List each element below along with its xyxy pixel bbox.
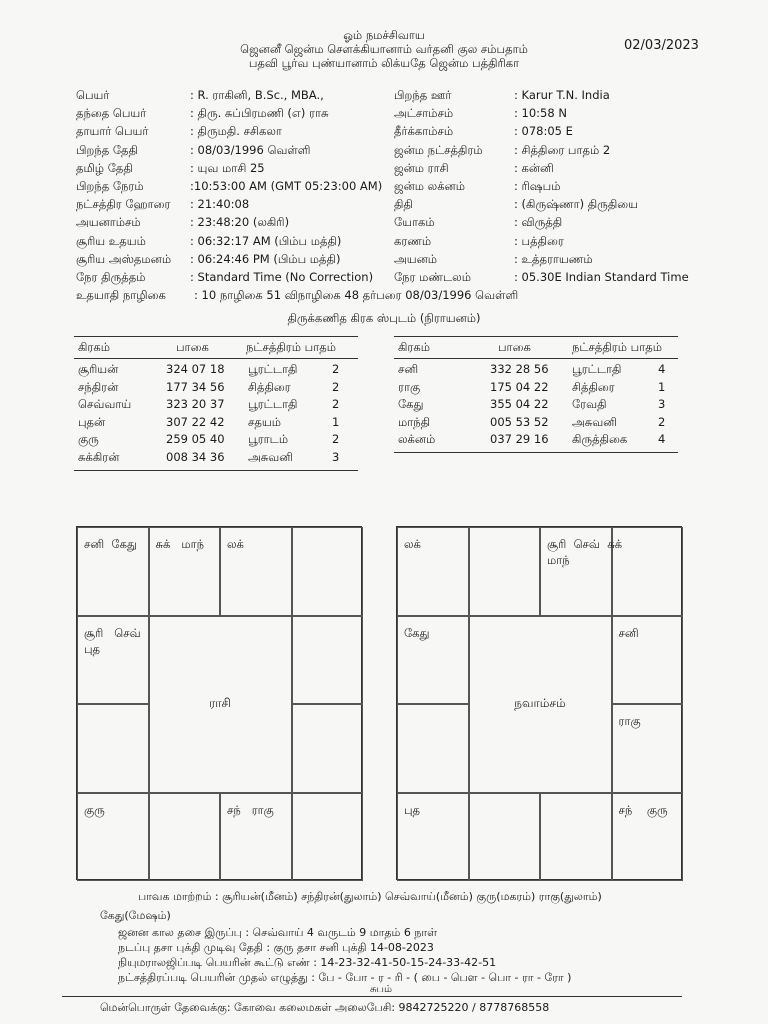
planet-star: சித்திரை: [248, 379, 291, 394]
udayadi-label: உதயாதி நாழிகை: [76, 288, 166, 302]
chart-house: [77, 616, 149, 705]
detail-label: அயனம்: [394, 251, 438, 266]
planet-name: சனி: [398, 362, 419, 376]
planet-row: [74, 362, 358, 379]
detail-row: [76, 215, 696, 233]
planet-star: பூரட்டாதி: [248, 397, 298, 411]
planet-name: சூரியன்: [78, 362, 119, 376]
chart-house: [540, 527, 623, 616]
chart-house: [397, 616, 469, 705]
planet-degree: 355 04 22: [490, 397, 549, 411]
detail-label: பிறந்த ஊர்: [394, 88, 452, 102]
chart-house: [292, 704, 364, 793]
planet-name: புதன்: [78, 414, 106, 429]
planet-name: லக்னம்: [398, 432, 436, 446]
planet-star: சதயம்: [248, 414, 281, 429]
chart-house: [469, 527, 541, 616]
planet-row: [74, 380, 358, 397]
house-planets: புத: [404, 802, 421, 817]
detail-value: : R. ராகினி, B.Sc., MBA.,: [190, 88, 324, 102]
software-credit: மென்பொருள் தேவைக்கு: கோவை கலைமகள் அலைபேசி: 9842725220 / 8778768558: [100, 1001, 550, 1014]
detail-value: :10:53:00 AM (GMT 05:23:00 AM): [190, 179, 383, 193]
detail-value: : 10:58 N: [514, 106, 567, 121]
planet-pada: 1: [332, 414, 340, 429]
chart-house: [149, 527, 221, 616]
chart-house: [612, 616, 684, 705]
detail-value: : கன்னி: [514, 160, 554, 175]
dasa-balance: ஜனன கால தசை இருப்பு : செவ்வாய் 4 வருடம் 9 மாதம் 6 நாள்: [118, 926, 438, 939]
chart-house: [612, 527, 684, 616]
footer-divider: [62, 996, 682, 997]
house-planets: சனி கேது: [84, 537, 137, 551]
planet-row: [394, 432, 678, 449]
col-graha: கிரகம்: [398, 340, 430, 354]
planet-row: [74, 432, 358, 449]
house-planets: ராகு: [618, 714, 641, 728]
detail-label: தாயார் பெயர்: [76, 124, 149, 139]
subam: சுபம்: [370, 984, 393, 995]
planet-star: அசுவனி: [248, 449, 294, 464]
planet-pada: 1: [658, 379, 666, 394]
detail-row: [76, 270, 696, 288]
detail-row: [76, 106, 696, 124]
planet-pada: 3: [332, 449, 340, 464]
planet-row: [394, 362, 678, 379]
planet-row: [394, 380, 678, 397]
chart-house: [397, 793, 469, 882]
planet-pada: 2: [332, 397, 340, 411]
planet-table-header: [394, 340, 678, 357]
house-planets: சந் குரு: [618, 802, 668, 817]
chart-house: [612, 793, 684, 882]
col-bhagai: பாகை: [176, 340, 209, 354]
house-planets: சந் ராகு: [227, 802, 274, 817]
col-bhagai: பாகை: [498, 340, 531, 354]
detail-row: [76, 124, 696, 142]
house-planets: கேது: [404, 625, 430, 640]
planet-star: ரேவதி: [572, 397, 607, 411]
planet-pada: 4: [658, 362, 666, 376]
planet-star: பூரட்டாதி: [572, 362, 622, 376]
bhava-change: பாவக மாற்றம் : சூரியன்(மீனம்) சந்திரன்(துலாம்) செவ்வாய்(மீனம்) குரு(மகரம்) ராகு(துலாம்): [138, 890, 602, 903]
current-dasa: நடப்பு தசா புக்தி முடிவு தேதி : குரு தசா சனி புக்தி 14-08-2023: [118, 941, 434, 954]
planet-name: செவ்வாய்: [78, 397, 132, 411]
planet-degree: 037 29 16: [490, 432, 549, 446]
chart-house: [220, 793, 292, 882]
detail-row: [76, 143, 696, 161]
planet-row: [74, 415, 358, 432]
house-planets: சனி: [618, 625, 639, 640]
detail-value: : 06:24:46 PM (பிம்ப மத்தி): [190, 251, 341, 266]
chart-house: [220, 527, 292, 616]
house-planets: சுக் மாந்: [155, 537, 204, 551]
chart-house: [397, 704, 469, 793]
bhava-change-ketu: கேது(மேஷம்): [100, 909, 171, 922]
chart-house: [540, 793, 612, 882]
detail-row: [76, 197, 696, 215]
detail-value: : யுவ மாசி 25: [190, 160, 265, 175]
detail-value: : 23:48:20 (லகிரி): [190, 215, 290, 230]
detail-label: சூரிய அஸ்தமனம்: [76, 251, 172, 266]
detail-label: ஜன்ம லக்னம்: [394, 179, 465, 193]
detail-value: : திருமதி. சசிகலா: [190, 124, 282, 139]
detail-label: நட்சத்திர ஹோரை: [76, 197, 171, 212]
detail-label: பிறந்த தேதி: [76, 142, 138, 157]
detail-value: : Standard Time (No Correction): [190, 270, 374, 284]
detail-label: பெயர்: [76, 88, 110, 102]
planet-degree: 005 53 52: [490, 414, 549, 429]
planet-star: அசுவனி: [572, 414, 618, 429]
detail-value: : 08/03/1996 வெள்ளி: [190, 142, 311, 157]
chart-center-label: நவாம்சம்: [469, 616, 612, 793]
detail-value: : Karur T.N. India: [514, 88, 610, 102]
header-invocation: ஓம் நமச்சிவாய: [343, 28, 425, 42]
udayadi-row: [76, 288, 716, 306]
planet-row: [394, 415, 678, 432]
planet-table-right: [394, 336, 678, 456]
planet-pada: 2: [332, 432, 340, 446]
rasi-chart: [76, 526, 362, 880]
chart-house: [292, 527, 364, 616]
planet-degree: 323 20 37: [166, 397, 225, 411]
detail-value: : 21:40:08: [190, 197, 250, 212]
detail-value: : சித்திரை பாதம் 2: [514, 142, 611, 157]
detail-label: ஜன்ம ராசி: [394, 160, 449, 175]
planet-row: [74, 397, 358, 414]
print-date: 02/03/2023: [624, 38, 699, 53]
detail-label: ஜன்ம நட்சத்திரம்: [394, 142, 483, 157]
house-planets: லக்: [404, 537, 421, 551]
planet-row: [394, 397, 678, 414]
navamsa-chart: [396, 526, 682, 880]
chart-house: [397, 527, 469, 616]
planet-table-header: [74, 340, 358, 357]
detail-label: நேர திருத்தம்: [76, 270, 146, 284]
chart-house: [292, 616, 364, 705]
planet-star: சித்திரை: [572, 379, 615, 394]
planet-name: சந்திரன்: [78, 379, 119, 394]
planet-star: கிருத்திகை: [572, 432, 628, 446]
detail-value: : பத்திரை: [514, 233, 564, 248]
planet-pada: 2: [658, 414, 666, 429]
col-star-pada: நட்சத்திரம் பாதம்: [246, 340, 336, 354]
detail-value: : விருத்தி: [514, 215, 563, 230]
sphutam-title: திருக்கணித கிரக ஸ்புடம் (நிராயனம்): [287, 311, 481, 325]
chart-house: [77, 793, 149, 882]
header-verse-1: ஜெனனீ ஜென்ம சௌக்கியானாம் வர்தனி குல சம்பதாம்: [240, 42, 528, 56]
planet-name: கேது: [398, 397, 424, 411]
numerology: நியுமராலஜிப்படி பெயரின் கூட்டு எண் : 14-23-32-41-50-15-24-33-42-51: [118, 956, 497, 969]
detail-value: : (கிருஷ்ணா) திருதியை: [514, 197, 638, 212]
udayadi-value: : 10 நாழிகை 51 விநாழிகை 48 தர்பரை 08/03/1996 வெள்ளி: [194, 288, 519, 302]
detail-value: : திரு. சுப்பிரமணி (எ) ராசு: [190, 106, 329, 121]
col-graha: கிரகம்: [78, 340, 110, 354]
detail-label: கரணம்: [394, 233, 432, 248]
planet-star: பூராடம்: [248, 432, 289, 446]
planet-degree: 008 34 36: [166, 449, 225, 464]
planet-pada: 3: [658, 397, 666, 411]
planet-star: பூரட்டாதி: [248, 362, 298, 376]
house-planets: சூரி செவ் புத: [84, 625, 141, 656]
planet-degree: 177 34 56: [166, 379, 225, 394]
planet-row: [74, 450, 358, 467]
detail-value: : 078:05 E: [514, 124, 573, 139]
chart-house: [77, 704, 149, 793]
planet-table-left: [74, 336, 358, 476]
detail-row: [76, 234, 696, 252]
chart-house: [77, 527, 149, 616]
name-letters: நட்சத்திரப்படி பெயரின் முதல் எழுத்து : பே - போ - ர - ரி - ( பை - பெள - பொ - ரா - ரோ ): [118, 971, 572, 984]
planet-degree: 175 04 22: [490, 379, 549, 394]
detail-label: நேர மண்டலம்: [394, 270, 471, 284]
planet-degree: 259 05 40: [166, 432, 225, 446]
detail-row: [76, 252, 696, 270]
planet-name: சுக்கிரன்: [78, 449, 120, 464]
detail-label: தமிழ் தேதி: [76, 160, 133, 175]
detail-value: : உத்தராயணம்: [514, 251, 593, 266]
detail-value: : 05.30E Indian Standard Time: [514, 270, 689, 284]
detail-row: [76, 88, 696, 106]
detail-row: [76, 161, 696, 179]
detail-label: அட்சாம்சம்: [394, 106, 454, 121]
detail-label: தீர்க்காம்சம்: [394, 124, 454, 139]
planet-degree: 307 22 42: [166, 414, 225, 429]
chart-house: [612, 704, 684, 793]
detail-label: திதி: [394, 197, 413, 212]
planet-degree: 332 28 56: [490, 362, 549, 376]
detail-value: : 06:32:17 AM (பிம்ப மத்தி): [190, 233, 342, 248]
chart-house: [149, 793, 221, 882]
detail-label: யோகம்: [394, 215, 435, 230]
planet-pada: 2: [332, 379, 340, 394]
house-planets: குரு: [84, 802, 105, 817]
chart-house: [292, 793, 364, 882]
detail-label: அயனாம்சம்: [76, 215, 141, 230]
detail-label: தந்தை பெயர்: [76, 106, 147, 121]
detail-value: : ரிஷபம்: [514, 179, 561, 193]
planet-name: ராகு: [398, 379, 421, 394]
chart-center-label: ராசி: [149, 616, 292, 793]
detail-row: [76, 179, 696, 197]
planet-name: மாந்தி: [398, 414, 431, 429]
col-star-pada: நட்சத்திரம் பாதம்: [572, 340, 662, 354]
planet-pada: 2: [332, 362, 340, 376]
header-verse-2: பதவி பூர்வ புண்யானாம் லிக்யதே ஜென்ம பத்திரிகா: [248, 56, 520, 70]
detail-label: பிறந்த நேரம்: [76, 179, 144, 193]
planet-pada: 4: [658, 432, 666, 446]
house-planets: லக்: [227, 537, 244, 551]
planet-degree: 324 07 18: [166, 362, 225, 376]
house-planets: சூரி செவ் சுக் மாந்: [547, 537, 623, 567]
detail-label: சூரிய உதயம்: [76, 233, 146, 248]
planet-name: குரு: [78, 432, 99, 446]
chart-house: [469, 793, 541, 882]
